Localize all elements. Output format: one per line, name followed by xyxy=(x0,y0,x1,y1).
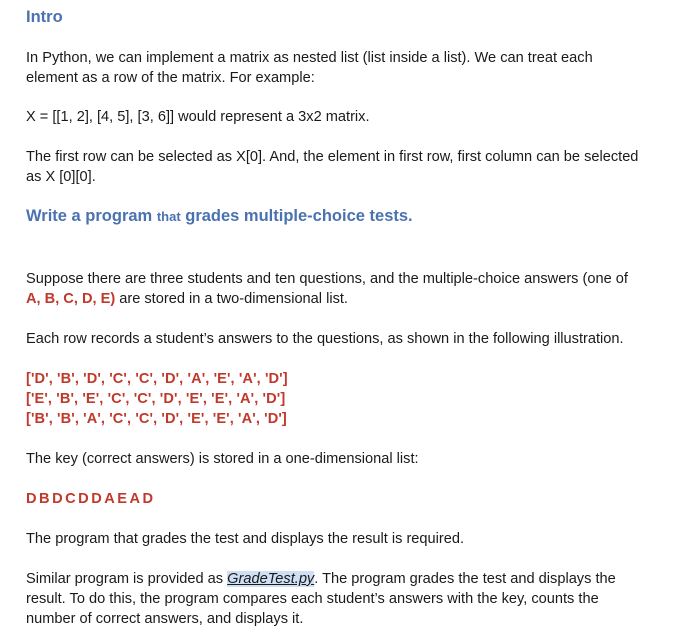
scenario-line-2 xyxy=(26,289,348,309)
reference-line-1-start: Similar program is provided as xyxy=(26,571,228,587)
matrix-example: X = [[1, 2], [4, 5], [3, 6]] would represent a 3x2 matrix. xyxy=(26,109,370,125)
reference-line-1 xyxy=(26,569,616,589)
scenario-line-1: Suppose there are three students and ten questions, and the multiple-choice answers (one of xyxy=(26,271,628,287)
task-heading-part-3: grades multiple-choice tests. xyxy=(180,207,413,225)
answer-key: DBDCDDAEAD xyxy=(26,491,156,507)
requirement-text: The program that grades the test and displays the result is required. xyxy=(26,531,465,547)
intro-paragraph-line-1: In Python, we can implement a matrix as nested list (list inside a list). We can treat each xyxy=(26,50,593,66)
scenario-line-2-rest: are stored in a two-dimensional list. xyxy=(115,291,348,307)
answer-choices: A, B, C, D, E) xyxy=(26,291,116,307)
reference-line-2: result. To do this, the program compares each student’s answers with the key, counts the xyxy=(26,591,599,607)
student-answers-row: ['B', 'B', 'A', 'C', 'C', 'D', 'E', 'E', 'A', 'D'] xyxy=(26,411,287,427)
reference-line-1-end: . The program grades the test and displays the xyxy=(314,571,616,587)
intro-paragraph-line-2: element as a row of the matrix. For example: xyxy=(26,70,315,86)
row-selection-line-2: as X [0][0]. xyxy=(26,169,96,185)
key-description: The key (correct answers) is stored in a one-dimensional list: xyxy=(26,451,419,467)
row-selection-line-1: The first row can be selected as X[0]. And, the element in first row, first column can be selected xyxy=(26,149,639,165)
student-answers-row: ['D', 'B', 'D', 'C', 'C', 'D', 'A', 'E', 'A', 'D'] xyxy=(26,371,288,387)
reference-line-3: number of correct answers, and displays it. xyxy=(26,611,304,627)
task-heading xyxy=(26,206,413,227)
student-answers-row: ['E', 'B', 'E', 'C', 'C', 'D', 'E', 'E', 'A', 'D'] xyxy=(26,391,286,407)
illustration-intro: Each row records a student’s answers to the questions, as shown in the following illustration. xyxy=(26,331,624,347)
task-heading-part-2: that xyxy=(156,209,181,224)
gradetest-file-link[interactable]: GradeTest.py xyxy=(227,571,315,587)
task-heading-part-1: Write a program xyxy=(26,207,157,225)
intro-heading: Intro xyxy=(26,8,63,26)
